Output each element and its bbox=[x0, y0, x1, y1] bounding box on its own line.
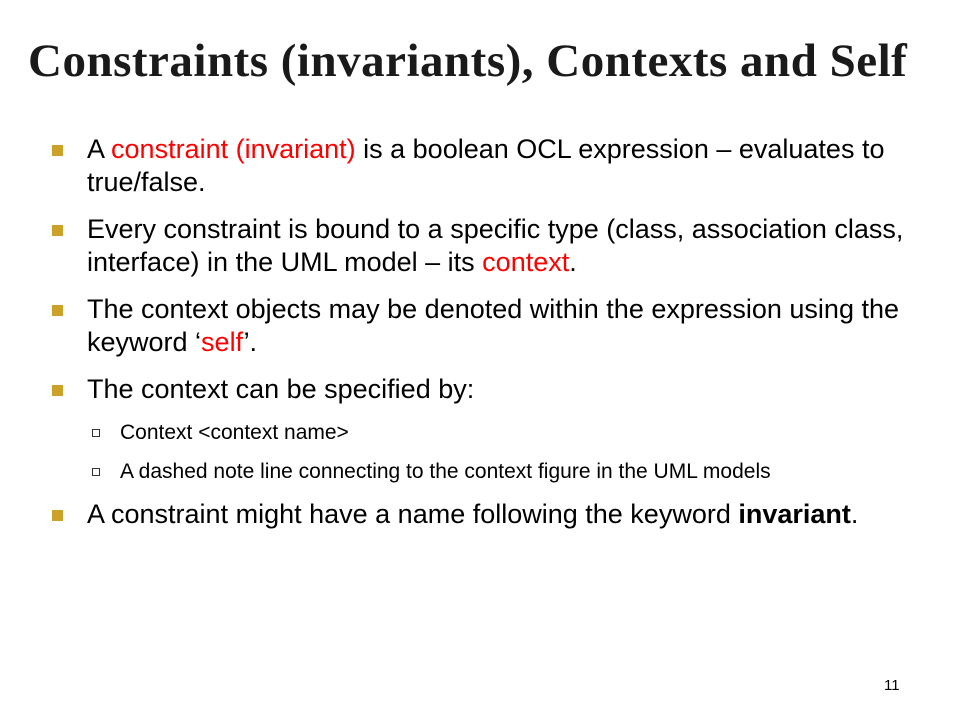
bullet-item bbox=[52, 498, 922, 531]
sub-bullet-item bbox=[52, 420, 922, 445]
slide-title: Constraints (invariants), Contexts and Self bbox=[28, 35, 908, 87]
sub-bullet-text: A dashed note line connecting to the context figure in the UML models bbox=[120, 460, 771, 483]
highlight-term: self bbox=[201, 327, 244, 357]
bullet-text: Every constraint is bound to a specific type (class, association class, interface) in the UML model – its bbox=[87, 214, 904, 277]
square-bullet-icon bbox=[52, 305, 63, 316]
square-bullet-icon bbox=[52, 225, 63, 236]
bullet-text: The context can be specified by: bbox=[87, 374, 475, 404]
bullet-item bbox=[52, 213, 922, 279]
keyword-term: invariant bbox=[738, 499, 851, 529]
sub-bullet-text: Context <context name> bbox=[120, 421, 349, 444]
bullet-text: A constraint might have a name following the keyword bbox=[87, 499, 739, 529]
hollow-square-bullet-icon bbox=[92, 429, 100, 437]
bullet-text: . bbox=[850, 499, 859, 529]
bullet-text: is a boolean OCL expression – evaluates to true/false. bbox=[87, 134, 885, 197]
highlight-term: constraint (invariant) bbox=[111, 134, 356, 164]
bullet-item bbox=[52, 373, 922, 406]
bullet-list bbox=[52, 133, 922, 545]
bullet-item bbox=[52, 293, 922, 359]
bullet-item bbox=[52, 133, 922, 199]
sub-bullet-item bbox=[52, 459, 922, 484]
square-bullet-icon bbox=[52, 385, 63, 396]
bullet-text: . bbox=[569, 247, 577, 277]
square-bullet-icon bbox=[52, 510, 63, 521]
square-bullet-icon bbox=[52, 145, 63, 156]
bullet-text: ’. bbox=[243, 327, 258, 357]
highlight-term: context bbox=[482, 247, 570, 277]
hollow-square-bullet-icon bbox=[92, 468, 100, 476]
page-number: 11 bbox=[884, 677, 900, 694]
bullet-text: A bbox=[87, 134, 112, 164]
bullet-text: The context objects may be denoted within the expression using the keyword ‘ bbox=[87, 294, 899, 357]
